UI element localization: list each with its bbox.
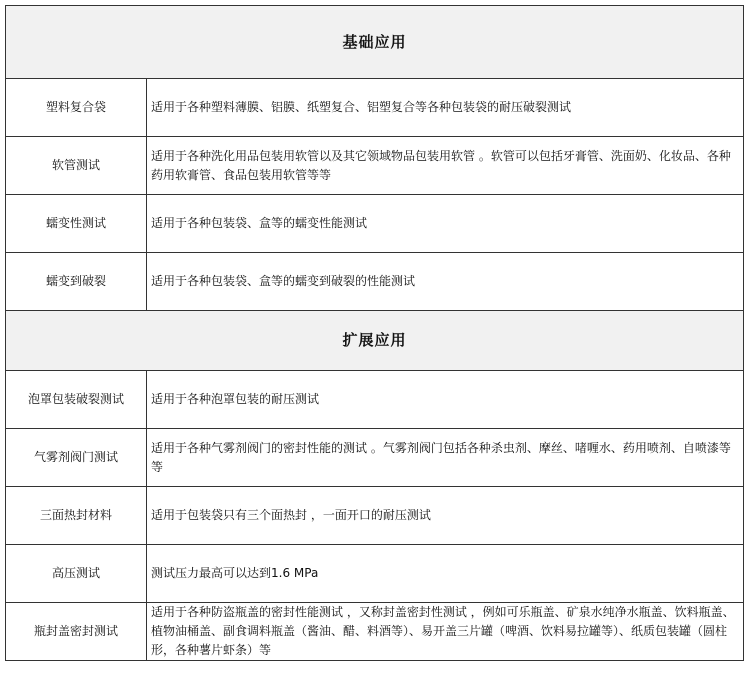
table-row (6, 79, 744, 137)
section-header-basic (6, 6, 744, 79)
section-title: 扩展应用 (6, 311, 744, 371)
table-row (6, 371, 744, 429)
application-description: 测试压力最高可以达到1.6 MPa (147, 545, 744, 603)
application-table (5, 5, 744, 661)
table-row (6, 603, 744, 661)
table-row (6, 195, 744, 253)
application-name: 塑料复合袋 (6, 79, 147, 137)
section-title: 基础应用 (6, 6, 744, 79)
application-description: 适用于包装袋只有三个面热封 ，一面开口的耐压测试 (147, 487, 744, 545)
section-header-extended (6, 311, 744, 371)
application-name: 气雾剂阀门测试 (6, 429, 147, 487)
application-name: 瓶封盖密封测试 (6, 603, 147, 661)
table-row (6, 487, 744, 545)
table-row (6, 545, 744, 603)
application-description: 适用于各种包装袋、盒等的蠕变到破裂的性能测试 (147, 253, 744, 311)
application-name: 三面热封材料 (6, 487, 147, 545)
application-description: 适用于各种泡罩包装的耐压测试 (147, 371, 744, 429)
application-name: 蠕变性测试 (6, 195, 147, 253)
application-name: 高压测试 (6, 545, 147, 603)
application-description: 适用于各种气雾剂阀门的密封性能的测试 。气雾剂阀门包括各种杀虫剂、摩丝、啫喱水、药用喷剂、自喷漆等等 (147, 429, 744, 487)
application-name: 泡罩包装破裂测试 (6, 371, 147, 429)
application-description: 适用于各种防盗瓶盖的密封性能测试 ，又称封盖密封性测试 ，例如可乐瓶盖、矿泉水纯净水瓶盖、饮料瓶盖、植物油桶盖、副食调料瓶盖（酱油、醋、料酒等）、易开盖三片罐（啤酒、饮料易拉罐等）、纸质包装罐（圆柱形，各种薯片虾条）等 (147, 603, 744, 661)
application-description: 适用于各种洗化用品包装用软管以及其它领域物品包装用软管 。软管可以包括牙膏管、洗面奶、化妆品、各种药用软膏管、食品包装用软管等等 (147, 137, 744, 195)
application-name: 蠕变到破裂 (6, 253, 147, 311)
table-row (6, 429, 744, 487)
application-description: 适用于各种塑料薄膜、铝膜、纸塑复合、铝塑复合等各种包装袋的耐压破裂测试 (147, 79, 744, 137)
table-row (6, 137, 744, 195)
application-description: 适用于各种包装袋、盒等的蠕变性能测试 (147, 195, 744, 253)
table-row (6, 253, 744, 311)
application-name: 软管测试 (6, 137, 147, 195)
